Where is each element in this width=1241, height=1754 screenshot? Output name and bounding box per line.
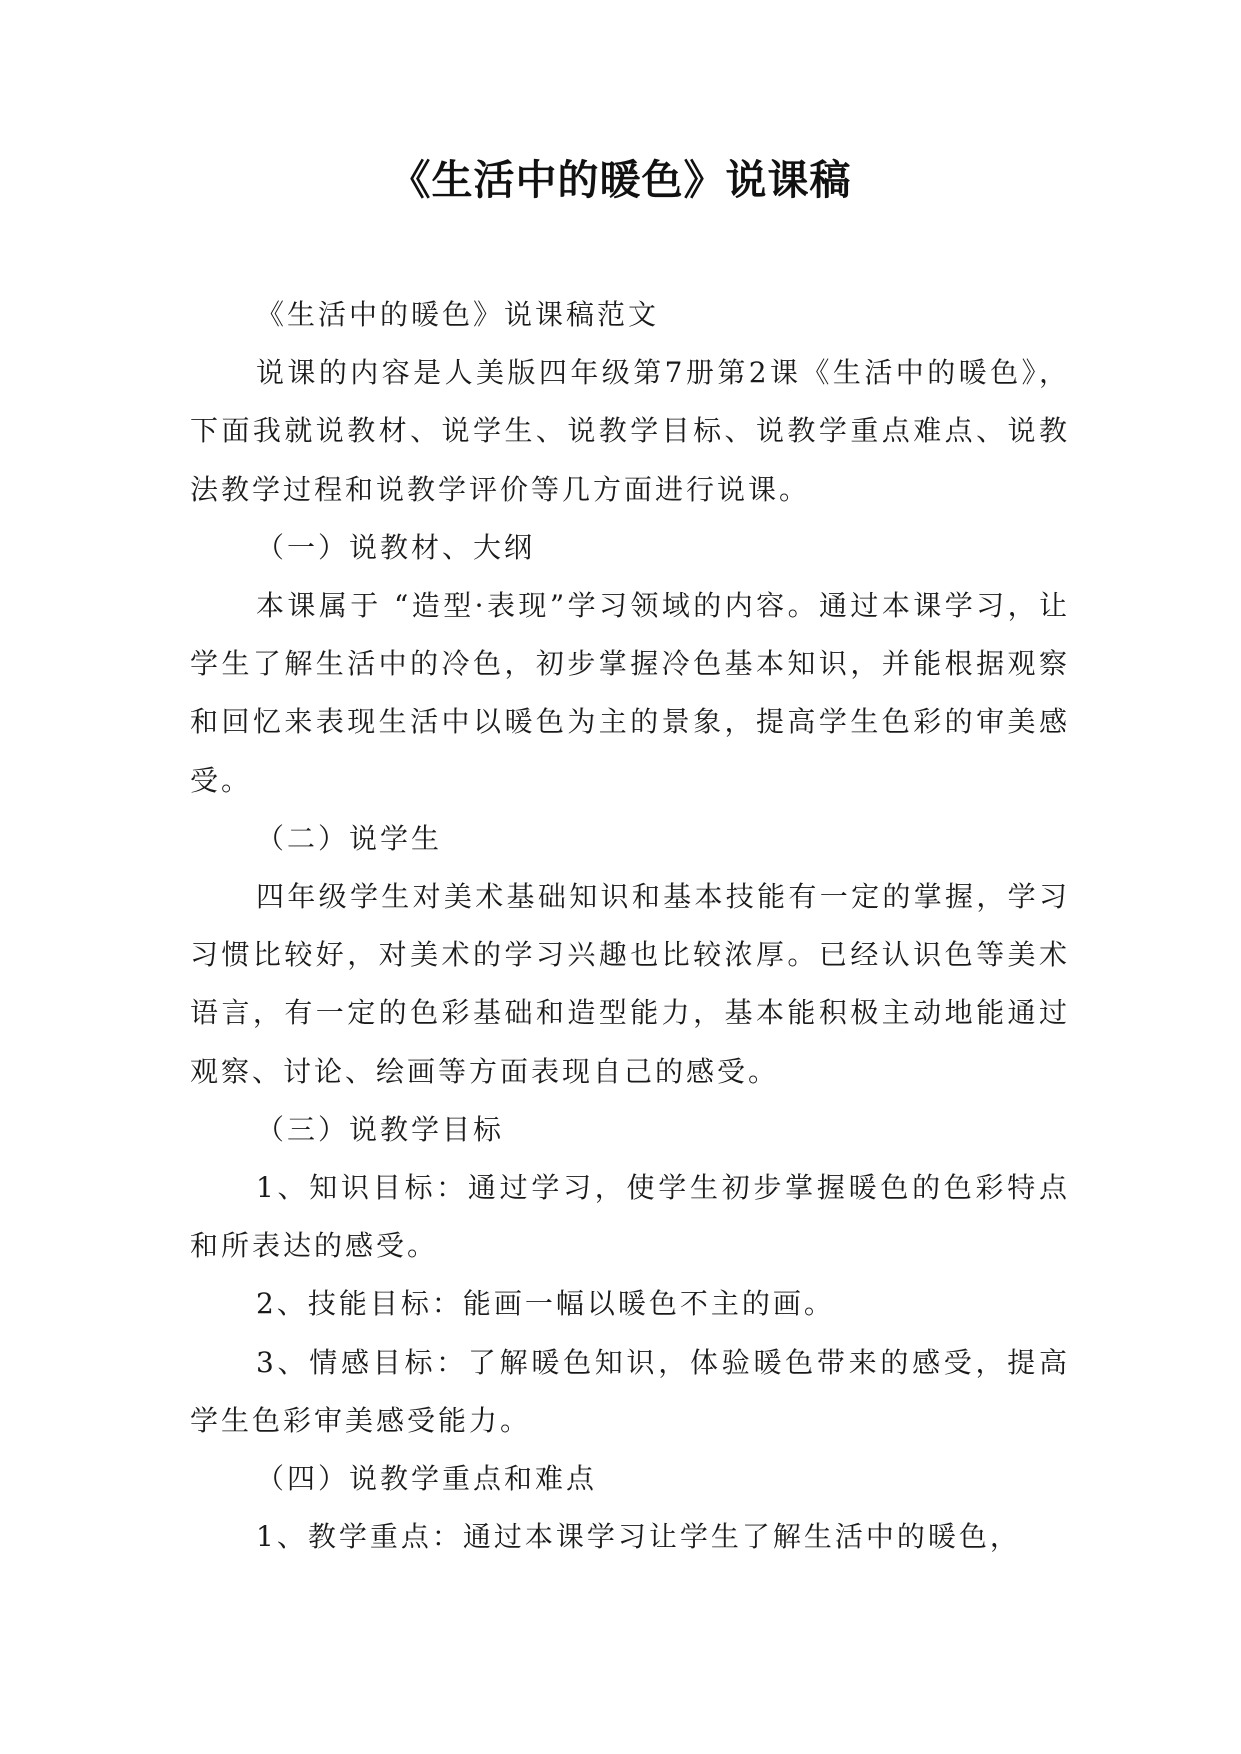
- paragraph-subtitle: 《生活中的暖色》说课稿范文: [256, 298, 660, 331]
- section-heading-objectives: （三）说教学目标: [256, 1112, 505, 1146]
- paragraph-objective-knowledge: 1、知识目标：通过学习，使学生初步掌握暖色的色彩特点和所表达的感受。: [190, 1171, 1070, 1263]
- section-heading-textbook: （一）说教材、大纲: [256, 530, 536, 564]
- paragraph-textbook: 本课属于 “造型·表现”学习领域的内容。通过本课学习，让学生了解生活中的冷色，初步掌握冷色基本知识，并能根据观察和回忆来表现生活中以暖色为主的景象，提高学生色彩的审美感受。: [190, 589, 1070, 797]
- section-heading-students: （二）说学生: [256, 821, 443, 855]
- paragraph-students: 四年级学生对美术基础知识和基本技能有一定的掌握，学习习惯比较好，对美术的学习兴趣也比较浓厚。已经认识色等美术语言，有一定的色彩基础和造型能力，基本能积极主动地能通过观察、讨论、绘画等方面表现自己的感受。: [190, 880, 1070, 1088]
- section-heading-key-points: （四）说教学重点和难点: [256, 1462, 598, 1496]
- paragraph-key-point: 1、教学重点：通过本课学习让学生了解生活中的暖色，: [256, 1520, 1021, 1554]
- document-body: [190, 286, 1070, 1566]
- paragraph-objective-skill: 2、技能目标：能画一幅以暖色不主的画。: [256, 1287, 835, 1321]
- page-title: 《生活中的暖色》说课稿: [389, 156, 852, 204]
- paragraph-objective-emotion: 3、情感目标：了解暖色知识，体验暖色带来的感受，提高学生色彩审美感受能力。: [190, 1345, 1070, 1437]
- paragraph-intro: 说课的内容是人美版四年级第7册第2课《生活中的暖色》，下面我就说教材、说学生、说教学目标、说教学重点难点、说教法教学过程和说教学评价等几方面进行说课。: [190, 356, 1070, 506]
